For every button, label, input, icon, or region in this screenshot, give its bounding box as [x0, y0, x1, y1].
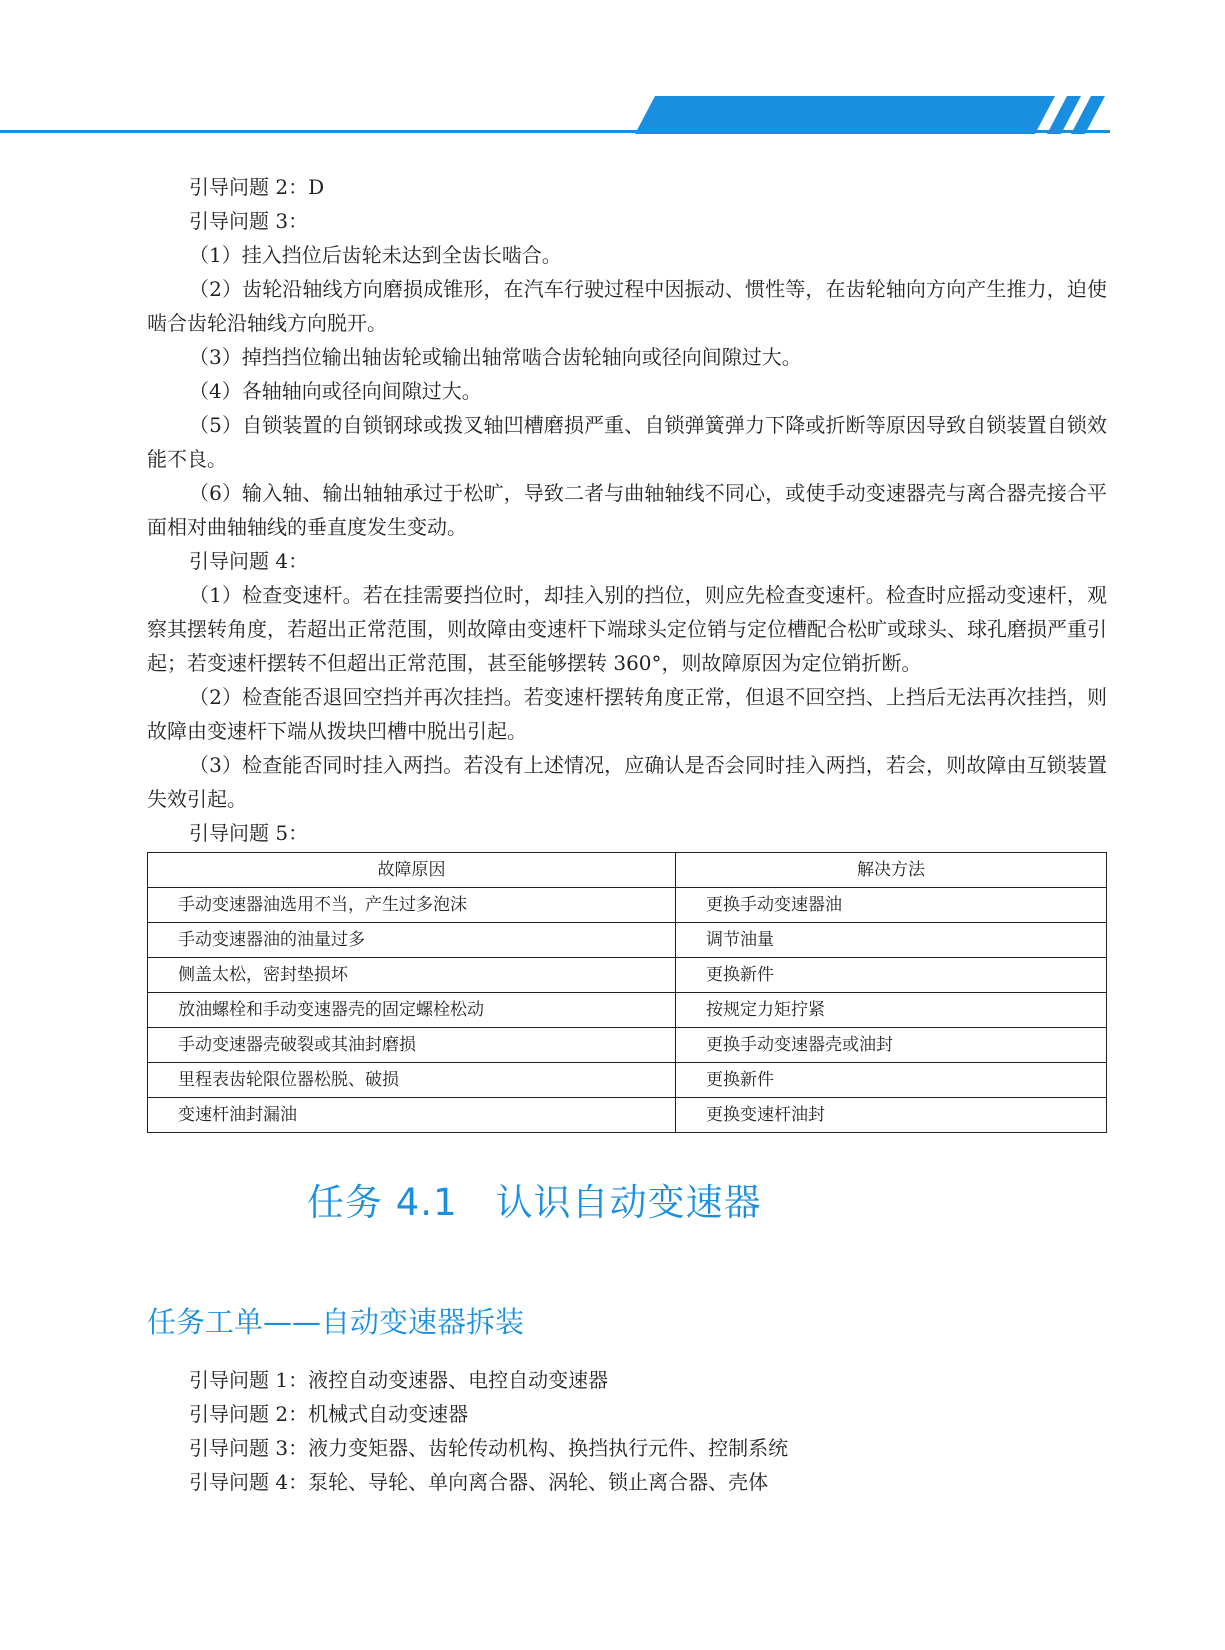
- work-order-answers: [189, 1363, 788, 1499]
- cause-cell: 手动变速器油的油量过多: [148, 923, 676, 958]
- solution-cell: 更换新件: [676, 958, 1107, 993]
- column-header-cause: 故障原因: [148, 853, 676, 888]
- answer-content: [147, 170, 1107, 1133]
- table-row: [148, 1028, 1107, 1063]
- cause-cell: 侧盖太松，密封垫损坏: [148, 958, 676, 993]
- guide-3-item: （3）掉挡挡位输出轴齿轮或输出轴常啮合齿轮轴向或径向间隙过大。: [189, 345, 802, 369]
- answer-item: 引导问题 3：液力变矩器、齿轮传动机构、换挡执行元件、控制系统: [189, 1436, 789, 1460]
- column-header-solution: 解决方法: [676, 853, 1107, 888]
- guide-question-3-heading: 引导问题 3：: [189, 209, 309, 233]
- work-order-title: 任务工单——自动变速器拆装: [147, 1305, 525, 1339]
- guide-question-4-heading: 引导问题 4：: [189, 549, 309, 573]
- cause-cell: 变速杆油封漏油: [148, 1098, 676, 1133]
- solution-cell: 更换手动变速器壳或油封: [676, 1028, 1107, 1063]
- answer-item: 引导问题 1：液控自动变速器、电控自动变速器: [189, 1368, 609, 1392]
- guide-question-2: 引导问题 2：D: [189, 175, 325, 199]
- guide-question-5-heading: 引导问题 5：: [189, 821, 309, 845]
- cause-cell: 放油螺栓和手动变速器壳的固定螺栓松动: [148, 993, 676, 1028]
- guide-3-item: （6）输入轴、输出轴轴承过于松旷，导致二者与曲轴轴线不同心，或使手动变速器壳与离合器壳接合平面相对曲轴轴线的垂直度发生变动。: [147, 481, 1107, 539]
- solution-cell: 更换变速杆油封: [676, 1098, 1107, 1133]
- table-row: [148, 1098, 1107, 1133]
- guide-3-item: （2）齿轮沿轴线方向磨损成锥形，在汽车行驶过程中因振动、惯性等，在齿轮轴向方向产生推力，迫使啮合齿轮沿轴线方向脱开。: [147, 277, 1107, 335]
- guide-3-item: （5）自锁装置的自锁钢球或拨叉轴凹槽磨损严重、自锁弹簧弹力下降或折断等原因导致自锁装置自锁效能不良。: [147, 413, 1107, 471]
- table-row: [148, 958, 1107, 993]
- guide-4-item: （2）检查能否退回空挡并再次挂挡。若变速杆摆转角度正常，但退不回空挡、上挡后无法再次挂挡，则故障由变速杆下端从拨块凹槽中脱出引起。: [147, 685, 1107, 743]
- guide-4-item: （3）检查能否同时挂入两挡。若没有上述情况，应确认是否会同时挂入两挡，若会，则故障由互锁装置失效引起。: [147, 753, 1107, 811]
- header-decoration: [635, 96, 1115, 134]
- solution-cell: 更换手动变速器油: [676, 888, 1107, 923]
- guide-3-item: （1）挂入挡位后齿轮未达到全齿长啮合。: [189, 243, 562, 267]
- guide-4-item: （1）检查变速杆。若在挂需要挡位时，却挂入别的挡位，则应先检查变速杆。检查时应摇动变速杆，观察其摆转角度，若超出正常范围，则故障由变速杆下端球头定位销与定位槽配合松旷或球头、球孔磨损严重引起；若变速杆摆转不但超出正常范围，甚至能够摆转 360°，则故障原因为定位销折断。: [147, 583, 1107, 675]
- table-row: [148, 923, 1107, 958]
- task-title: 任务 4.1 认识自动变速器: [307, 1181, 762, 1224]
- cause-cell: 手动变速器壳破裂或其油封磨损: [148, 1028, 676, 1063]
- guide-3-item: （4）各轴轴向或径向间隙过大。: [189, 379, 482, 403]
- table-row: [148, 993, 1107, 1028]
- fault-table: [147, 852, 1107, 1133]
- solution-cell: 按规定力矩拧紧: [676, 993, 1107, 1028]
- solution-cell: 调节油量: [676, 923, 1107, 958]
- cause-cell: 里程表齿轮限位器松脱、破损: [148, 1063, 676, 1098]
- table-header-row: [148, 853, 1107, 888]
- cause-cell: 手动变速器油选用不当，产生过多泡沫: [148, 888, 676, 923]
- answer-item: 引导问题 4：泵轮、导轮、单向离合器、涡轮、锁止离合器、壳体: [189, 1470, 769, 1494]
- solution-cell: 更换新件: [676, 1063, 1107, 1098]
- answer-item: 引导问题 2：机械式自动变速器: [189, 1402, 469, 1426]
- table-row: [148, 1063, 1107, 1098]
- table-row: [148, 888, 1107, 923]
